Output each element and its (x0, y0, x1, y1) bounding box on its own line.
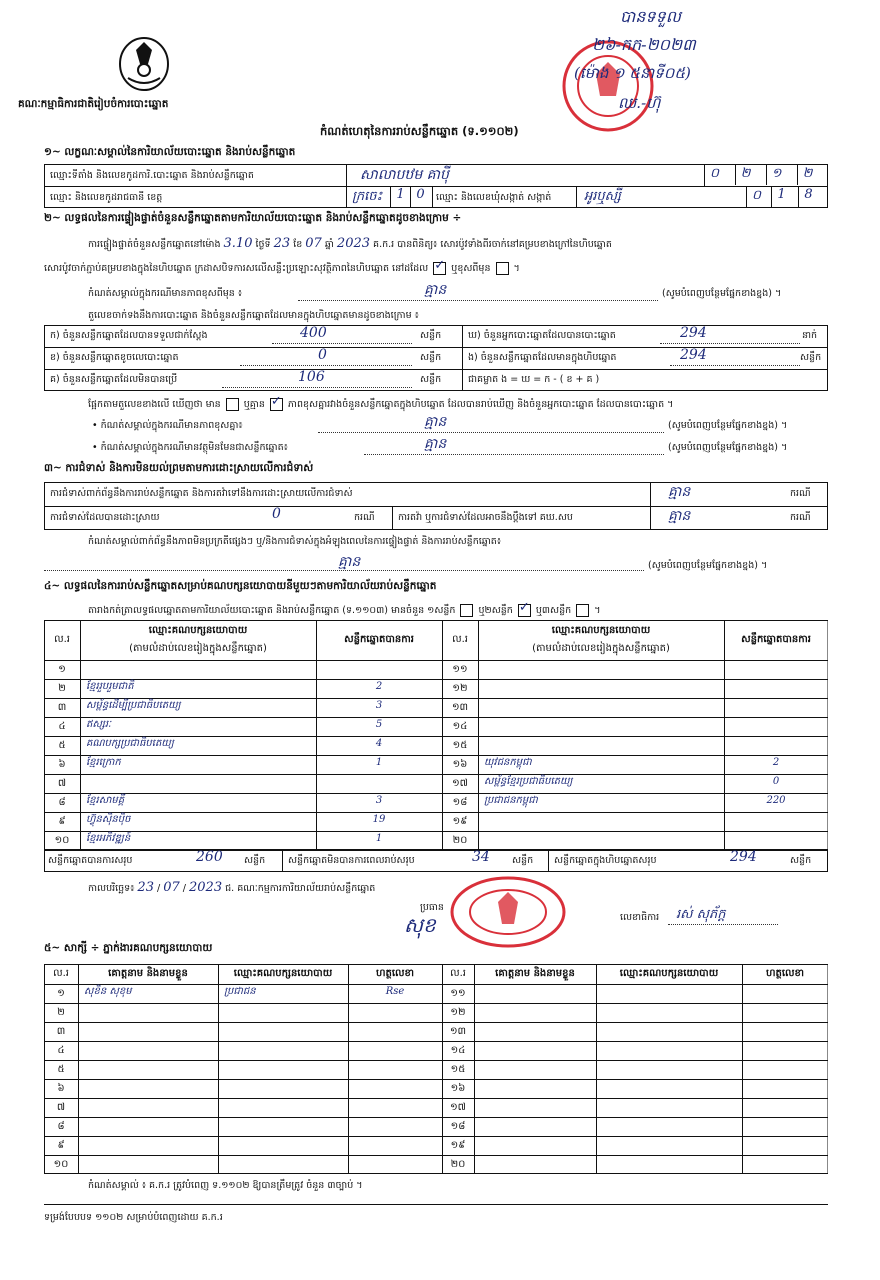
s3-r2b-label: ការតវ៉ា ឬការជំទាស់ដែលអាចនឹងប្តឹងទៅ គឃ.សប (398, 512, 573, 523)
chair-signature: សុខ (404, 913, 436, 937)
kh-unit: សន្លឹក (420, 352, 442, 363)
witness-row-no: ១០ (53, 1159, 69, 1170)
witness-row-no: ១៦ (450, 1083, 466, 1094)
result-row-party (478, 658, 724, 677)
witness-row-no: ១១ (450, 988, 466, 999)
s3-r1-label: ការជំទាស់ពាក់ព័ន្ធនឹងការរាប់សន្លឹកឆ្នោត និងការតវ៉ាទៅនឹងការដោះស្រាយលើការជំទាស់ (50, 488, 353, 499)
witness-row-sign (348, 1020, 442, 1039)
result-row-no: ១៣ (451, 702, 469, 713)
witness-row-name (78, 1153, 218, 1172)
b1-value: គ្មាន (424, 414, 447, 430)
result-row-votes: 5 (375, 719, 383, 730)
result-row-no: ១៧ (452, 778, 468, 789)
ng-label: ង) ចំនួនសន្លឹកឆ្នោតដែលមានក្នុងហិបឆ្នោត (468, 352, 617, 363)
s2-paragraph-2: សោរប៉ូវចាក់ភ្ជាប់គម្របខាងក្នុងនៃហិបឆ្នោត ក្រដាសបិទការសលើសន្លឹះប្រឡោះសុវត្ថិភាពនៃហិបឆ្នោត នៅដដែល ✓ ឬខុសពីមុន ។ (44, 262, 520, 275)
result-row-party (80, 772, 316, 791)
col-party-header: ឈ្មោះគណបក្សនយោបាយ (148, 625, 248, 636)
witness-row-name (78, 1134, 218, 1153)
result-row-party (478, 696, 724, 715)
result-row-votes: 220 (766, 795, 786, 806)
witness-row-party (218, 1115, 348, 1134)
witness-row-no: ៩ (57, 1140, 65, 1151)
result-row-no: ១៦ (452, 759, 468, 770)
result-row-party (478, 715, 724, 734)
witness-col-sign: ហត្ថលេខា (765, 968, 805, 979)
s2-p5: ផ្អែកតាមតួលេខខាងលើ ឃើញថា មាន ឬគ្មាន ✓ ភាពខុសគ្នារវាងចំនួនសន្លឹកឆ្នោតក្នុងហិបឆ្នោត ដែលបានរាប់ឃើញ និងចំនួនអ្នកបោះឆ្នោត ដែលបានបោះឆ្នោត ។ (88, 398, 673, 411)
witness-row-name (78, 1001, 218, 1020)
witness-row-name (78, 1077, 218, 1096)
chair-label: ប្រធាន (420, 902, 444, 913)
witness-row-party (218, 1077, 348, 1096)
col-party-subheader: (តាមលំដាប់លេខរៀងក្នុងសន្លឹកឆ្នោត) (532, 643, 670, 654)
witness-row-name (78, 1115, 218, 1134)
s2-p3-value: គ្មាន (424, 282, 447, 298)
col-party-subheader: (តាមលំដាប់លេខរៀងក្នុងសន្លឹកឆ្នោត) (129, 643, 267, 654)
result-row-no: ៦ (58, 759, 66, 770)
result-row-party: ខ្មែរអភិវឌ្ឍន៍ (86, 833, 131, 844)
result-row-no: ១ (58, 664, 66, 675)
result-row-no: ២ (58, 683, 66, 694)
witness-row-no: ៦ (57, 1083, 65, 1094)
result-row-votes: 1 (375, 757, 383, 768)
s1-row1-label: ឈ្មោះទីតាំង និងលេខកូដការិ.បោះឆ្នោត និងរាប់សន្លឹកឆ្នោត (50, 170, 254, 181)
result-row-votes (724, 810, 828, 829)
g-value: 106 (298, 369, 325, 385)
result-row-no: ៧ (57, 778, 67, 789)
result-row-votes (724, 696, 828, 715)
witness-col-no: ល.រ (53, 968, 69, 979)
result-row-votes (724, 829, 828, 848)
witness-row-name (78, 1058, 218, 1077)
b1-label: • កំណត់សម្គាល់ក្នុងករណីមានភាពខុសគ្នា៖ (92, 420, 243, 431)
col-votes-header: សន្លឹកឆ្នោតបានការ (741, 634, 811, 645)
committee-stamp (442, 874, 572, 950)
witness-row-no: ៣ (56, 1026, 66, 1037)
witness-row-sign (348, 1153, 442, 1172)
gh-label: ឃ) ចំនួនអ្នកបោះឆ្នោតដែលបានបោះឆ្នោត (468, 330, 616, 341)
changed-checkbox[interactable] (496, 262, 509, 275)
two-sheets-checkbox[interactable] (518, 604, 531, 617)
b2-value: គ្មាន (424, 436, 447, 452)
witness-row-no: ២ (57, 1007, 65, 1018)
total-box-unit: សន្លឹក (790, 855, 812, 866)
result-row-no: ១២ (452, 683, 468, 694)
witness-col-party: ឈ្មោះគណបក្សនយោបាយ (619, 968, 719, 979)
form-page: គណៈកម្មាធិការជាតិរៀបចំការបោះឆ្នោត បានទទួល ២៦-កក-២០២៣ (ម៉ោង ១ ៥នាទី០៥) ឈ.-ហ៊ុ កំណត់ហេតុនៃការរាប់សន្លឹកឆ្នោត (ទ.១១០២) ១~ លក្ខណៈសម្គាល់នៃការិយាល័យបោះឆ្នោត និងរាប់សន្លឹកឆ្នោត ឈ្មោះទីតាំង និងលេខកូដការិ.បោះឆ្នោត និងរាប់សន្លឹកឆ្នោត សាលាបឋម គាប៉ី ០ ២ ១ ២ ឈ្មោះ និងលេខកូដរាជធានី ខេត្ត ក្រចេះ 1 0 ឈ្មោះ និងលេខឃុំសង្កាត់ សង្កាត់ អូរឬស្សី ០ 1 8 ២~ លទ្ធផលនៃការផ្ទៀងផ្ទាត់ចំនួនសន្លឹកឆ្នោតតាមការិយាល័យបោះឆ្នោត និងរាប់សន្លឹកឆ្នោតដូចខាងក្រោម ÷ ការផ្ទៀងផ្ទាត់ចំនួនសន្លឹកឆ្នោតនៅម៉ោង 3.10 ថ្ងៃទី 23 ខែ 07 ឆ្នាំ 2023 គ.ក.រ បានពិនិត្យ៖ សោរប៉ូវទាំងពីរចាក់នៅគម្របខាងក្រៅនៃហិបឆ្នោត សោរប៉ូវចាក់ភ្ជាប់គម្របខាងក្នុងនៃហិបឆ្នោត ក្រដាសបិទការសលើសន្លឹះប្រឡោះសុវត្ថិភាពនៃហិបឆ្នោត នៅដដែល ✓ ឬខុសពីមុន ។ កំណត់សម្គាល់ក្នុងករណីមានភាពខុសពីមុន ៖ គ្មាន (សូមបំពេញបន្ថែមផ្នែកខាងខ្នង) ។ តួលេខចាក់ទងនឹងការបោះឆ្នោត និងចំនួនសន្លឹកឆ្នោតដែលមានក្នុងហិបឆ្នោតមានដូចខាងក្រោម ៖ ក) ចំនួនសន្លឹកឆ្នោតដែលបានទទួលជាក់ស្តែង 400 សន្លឹក ខ) ចំនួនសន្លឹកឆ្នោតខូចលេបោះឆ្នោត 0 សន្លឹក គ) ចំនួនសន្លឹកឆ្នោតដែលមិនបានប្រើ 106 សន្លឹក ឃ) ចំនួនអ្នកបោះឆ្នោតដែលបានបោះឆ្នោត 294 នាក់ ង) ចំនួនសន្លឹកឆ្នោតដែលមានក្នុងហិបឆ្នោត 294 សន្លឹក ជាគម្លាត ង = ឃ = ក - ( ខ + គ ) ផ្អែកតាមតួលេខខាងលើ ឃើញថា មាន ឬគ្មាន ✓ ភាពខុសគ្នារវាងចំនួនសន្លឹកឆ្នោតក្នុងហិបឆ្នោត ដែលបានរាប់ឃើញ និងចំនួនអ្នកបោះឆ្នោត ដែលបានបោះឆ្នោត ។ • កំណត់សម្គាល់ក្នុងករណីមានភាពខុសគ្នា៖ គ្មាន (សូមបំពេញបន្ថែមផ្នែកខាងខ្នង) ។ • កំណត់សម្គាល់ក្នុងករណីមានវត្ថុមិនមែនជាសន្លឹកឆ្នោត៖ គ្មាន (សូមបំពេញបន្ថែមផ្នែកខាងខ្នង) ។ ៣~ ការជំទាស់ និងការមិនយល់ព្រមតាមការដោះស្រាយលើការជំទាស់ ការជំទាស់ពាក់ព័ន្ធនឹងការរាប់សន្លឹកឆ្នោត និងការតវ៉ាទៅនឹងការដោះស្រាយលើការជំទាស់ គ្មាន ករណី ការជំទាស់ដែលបានដោះស្រាយ 0 ករណី ការតវ៉ា ឬការជំទាស់ដែលអាចនឹងប្តឹងទៅ គឃ.សប គ្មាន ករណី កំណត់សម្គាល់ពាក់ព័ន្ធនឹងភាពមិនប្រក្រតីផ្សេងៗ ឬ/និងការជំទាស់ក្នុងអំឡុងពេលនៃការផ្ទៀងផ្ទាត់ និងការរាប់សន្លឹកឆ្នោត៖ គ្មាន (សូមបំពេញបន្ថែមផ្នែកខាងខ្នង) ។ ៤~ លទ្ធផលនៃការរាប់សន្លឹកឆ្នោតសម្រាប់គណបក្សនយោបាយនីមួយៗតាមការិយាល័យរាប់សន្លឹកឆ្នោត តារាងកត់ត្រាលទ្ធផលឆ្នោតតាមការិយាល័យបោះឆ្នោត និងរាប់សន្លឹកឆ្នោត (ទ.១១០៣) មានចំនួន ១សន្លឹក ឬ២សន្លឹក ✓ ឬ៣សន្លឹក ។ ល.រ ឈ្មោះគណបក្សនយោបាយ (តាមលំដាប់លេខរៀងក្នុងសន្លឹកឆ្នោត) សន្លឹកឆ្នោតបានការ ១ ២ ខ្មែររួបរួមជាតិ 2 ៣ សម្ព័ន្ធដើម្បីប្រជាធិបតេយ្យ 3 ៤ ឥស្សរៈ 5 ៥ គណបក្សប្រជាធិបតេយ្យ 4 ៦ ខ្មែរក្រោក 1 ៧ ៨ ខ្មែរសាមគ្គី 3 ៩ ហ៊្វុនស៊ិនប៉ិច 19 ១០ ខ្មែរអភិវឌ្ឍន៍ 1 ល.រ ឈ្មោះគណបក្សនយោបាយ (តាមលំដាប់លេខរៀងក្នុងសន្លឹកឆ្នោត) សន្លឹកឆ្នោតបានការ ១១ ១២ ១៣ ១៤ ១៥ ១៦ យុវជនកម្ពុជា 2 ១៧ សម្ព័ន្ធខ្មែរប្រជាធិបតេយ្យ 0 ១៨ ប្រជាជនកម្ពុជា 220 ១៩ ២០ សន្លឹកឆ្នោតបានការសរុប 260 សន្លឹក សន្លឹកឆ្នោតមិនបានការពេលរាប់សរុប 34 សន្លឹក សន្លឹកឆ្នោតក្នុងហិបឆ្នោតសរុប 294 សន្លឹក កាលបរិច្ឆេទ៖ 23 / 07 / 2023 ជ. គណៈកម្មការការិយាល័យរាប់សន្លឹកឆ្នោត ប្រធាន សុខ លេខាធិការ រស់ សុភ័ក្ត ៥~ សាក្សី ÷ ភ្នាក់ងារគណបក្សនយោបាយ ល.រ គោត្តនាម និងនាមខ្លួន ឈ្មោះគណបក្សនយោបាយ ហត្ថលេខា ១ សុខិន សុខុម ប្រជាជន Rse ២ ៣ ៤ ៥ ៦ ៧ ៨ ៩ ១០ ល.រ គោត្តនាម និងនាមខ្លួន ឈ្មោះគណបក្សនយោបាយ ហត្ថលេខា ១១ ១២ ១៣ ១៤ ១៥ ១៦ ១៧ ១៨ ១៩ ២០ កំណត់សម្គាល់ ៖ គ.ក.រ ត្រូវបំពេញ ទ.១១០២ ឱ្យបានត្រឹមត្រូវ ចំនួន ៣ច្បាប់ ។ ទម្រង់បែបបទ ១១០២ សម្រាប់បំពេញដោយ គ.ក.រ (0, 0, 880, 1280)
witness-row-no: ៨ (57, 1121, 65, 1132)
b1-note: (សូមបំពេញបន្ថែមផ្នែកខាងខ្នង) ។ (668, 420, 788, 431)
col-no-header: ល.រ (54, 634, 70, 645)
witness-row-name (78, 1039, 218, 1058)
result-row-votes (724, 734, 828, 753)
total-box-label: សន្លឹកឆ្នោតក្នុងហិបឆ្នោតសរុប (554, 855, 657, 866)
witness-row-no: ៧ (56, 1102, 66, 1113)
s3-note-fill: (សូមបំពេញបន្ថែមផ្នែកខាងខ្នង) ។ (648, 560, 768, 571)
witness-row-party (218, 1134, 348, 1153)
witness-row-sign (348, 1077, 442, 1096)
stamp-note-2: ២៦-កក-២០២៣ (592, 35, 696, 54)
gh-unit: នាក់ (802, 330, 818, 341)
kh-label: ខ) ចំនួនសន្លឹកឆ្នោតខូចលេបោះឆ្នោត (50, 352, 179, 363)
result-row-party: ហ៊្វុនស៊ិនប៉ិច (86, 814, 131, 825)
result-row-party (80, 658, 316, 677)
total-valid: 260 (196, 849, 223, 865)
section-5-heading: ៥~ សាក្សី ÷ ភ្នាក់ងារគណបក្សនយោបាយ (44, 942, 213, 954)
witness-row-party (218, 1001, 348, 1020)
result-row-party: ខ្មែររួបរួមជាតិ (86, 681, 134, 692)
s2-p3-label: កំណត់សម្គាល់ក្នុងករណីមានភាពខុសពីមុន ៖ (88, 288, 243, 299)
result-row-votes (724, 715, 828, 734)
b2-label: • កំណត់សម្គាល់ក្នុងករណីមានវត្ថុមិនមែនជាសន្លឹកឆ្នោត៖ (92, 442, 288, 453)
witness-row-no: ១៧ (450, 1102, 466, 1113)
total-invalid: 34 (472, 849, 490, 865)
s3-r2b-value: គ្មាន (668, 508, 691, 524)
k-value: 400 (300, 325, 327, 341)
secretary-signature: រស់ សុភ័ក្ត (676, 907, 726, 922)
result-row-votes: 2 (772, 757, 780, 768)
result-row-party (478, 829, 724, 848)
witness-col-party: ឈ្មោះគណបក្សនយោបាយ (233, 968, 333, 979)
section-4-heading: ៤~ លទ្ធផលនៃការរាប់សន្លឹកឆ្នោតសម្រាប់គណបក្សនយោបាយនីមួយៗតាមការិយាល័យរាប់សន្លឹកឆ្នោត (44, 580, 437, 592)
result-row-party: ខ្មែរសាមគ្គី (86, 795, 125, 806)
s2-p4: តួលេខចាក់ទងនឹងការបោះឆ្នោត និងចំនួនសន្លឹកឆ្នោតដែលមានក្នុងហិបឆ្នោតមានដូចខាងក្រោម ៖ (88, 310, 419, 321)
has-difference-checkbox[interactable] (226, 398, 239, 411)
col-party-header: ឈ្មោះគណបក្សនយោបាយ (551, 625, 651, 636)
s1-row1-value: សាលាបឋម គាប៉ី (360, 167, 449, 183)
witness-row-no: ២០ (450, 1159, 466, 1170)
s5-witness-table (44, 964, 828, 1174)
g-unit: សន្លឹក (420, 374, 442, 385)
s3-r2-value: 0 (272, 506, 281, 522)
col-no-header: ល.រ (452, 634, 468, 645)
total-box: 294 (730, 849, 757, 865)
total-invalid-unit: សន្លឹក (512, 855, 534, 866)
result-row-no: ១៩ (452, 816, 468, 827)
witness-row-no: ៤ (57, 1045, 65, 1056)
witness-row-no: ១៣ (449, 1026, 467, 1037)
witness-row-party (218, 1096, 348, 1115)
result-row-party: ឥស្សរៈ (86, 719, 112, 730)
result-row-party (478, 810, 724, 829)
result-row-no: ១០ (54, 835, 70, 846)
witness-row-name (78, 1020, 218, 1039)
witness-row-sign (348, 1134, 442, 1153)
witness-row-no: ១៥ (450, 1064, 466, 1075)
witness-row-sign (348, 1115, 442, 1134)
formula: ជាគម្លាត ង = ឃ = ក - ( ខ + គ ) (468, 374, 600, 385)
result-row-votes: 1 (375, 833, 383, 844)
s3-r2-unit: ករណី (354, 512, 375, 523)
result-row-votes (724, 677, 828, 696)
s3-note-value: គ្មាន (338, 554, 361, 570)
witness-row-sign (348, 1096, 442, 1115)
total-valid-unit: សន្លឹក (244, 855, 266, 866)
nec-emblem (118, 34, 170, 92)
witness-row-name (78, 1096, 218, 1115)
result-row-no: ២០ (452, 835, 468, 846)
result-row-votes: 4 (375, 738, 383, 749)
s4-intro: តារាងកត់ត្រាលទ្ធផលឆ្នោតតាមការិយាល័យបោះឆ្នោត និងរាប់សន្លឹកឆ្នោត (ទ.១១០៣) មានចំនួន ១សន្លឹក ឬ២សន្លឹក ✓ ឬ៣សន្លឹក ។ (88, 604, 601, 617)
witness-row-party (218, 1020, 348, 1039)
footnote: កំណត់សម្គាល់ ៖ គ.ក.រ ត្រូវបំពេញ ទ.១១០២ ឱ្យបានត្រឹមត្រូវ ចំនួន ៣ច្បាប់ ។ (88, 1180, 363, 1191)
result-row-no: ១៤ (452, 721, 468, 732)
unchanged-checkbox[interactable] (433, 262, 446, 275)
s4-date: កាលបរិច្ឆេទ៖ 23 / 07 / 2023 ជ. គណៈកម្មការការិយាល័យរាប់សន្លឹកឆ្នោត (88, 880, 376, 895)
s2-paragraph-1: ការផ្ទៀងផ្ទាត់ចំនួនសន្លឹកឆ្នោតនៅម៉ោង 3.10 ថ្ងៃទី 23 ខែ 07 ឆ្នាំ 2023 គ.ក.រ បានពិនិត្យ៖ សោរប៉ូវទាំងពីរចាក់នៅគម្របខាងក្រៅនៃហិបឆ្នោត (88, 236, 612, 251)
result-row-party: សម្ព័ន្ធដើម្បីប្រជាធិបតេយ្យ (86, 700, 181, 711)
result-row-no: ៣ (57, 702, 67, 713)
witness-row-party (218, 1153, 348, 1172)
result-row-votes: 3 (375, 795, 383, 806)
witness-col-name: គោត្តនាម និងនាមខ្លួន (108, 968, 188, 979)
result-row-no: ៩ (58, 816, 66, 827)
footer: ទម្រង់បែបបទ ១១០២ សម្រាប់បំពេញដោយ គ.ក.រ (44, 1212, 223, 1223)
witness-row-no: ១៩ (450, 1140, 466, 1151)
s3-note-label: កំណត់សម្គាល់ពាក់ព័ន្ធនឹងភាពមិនប្រក្រតីផ្សេងៗ ឬ/និងការជំទាស់ក្នុងអំឡុងពេលនៃការផ្ទៀងផ្ទាត់ និងការរាប់សន្លឹកឆ្នោត៖ (88, 536, 501, 547)
result-row-votes: 19 (372, 814, 386, 825)
s3-r1-value: គ្មាន (668, 484, 691, 500)
witness-row-no: ៥ (57, 1064, 65, 1075)
s4-totals-row (44, 850, 828, 872)
s1-row2-label: ឈ្មោះ និងលេខកូដរាជធានី ខេត្ត (50, 192, 163, 203)
no-difference-checkbox[interactable] (270, 398, 283, 411)
s3-r2b-unit: ករណី (790, 512, 811, 523)
witness-row-party (218, 1058, 348, 1077)
result-row-no: ១១ (452, 664, 468, 675)
witness-row-no: ១ (57, 988, 65, 999)
witness-row-no: ១៤ (450, 1045, 466, 1056)
witness-col-name: គោត្តនាម និងនាមខ្លួន (495, 968, 575, 979)
section-1-heading: ១~ លក្ខណៈសម្គាល់នៃការិយាល័យបោះឆ្នោត និងរាប់សន្លឹកឆ្នោត (44, 146, 296, 158)
result-row-party: យុវជនកម្ពុជា (484, 757, 532, 768)
result-row-votes: 0 (772, 776, 780, 787)
result-row-party: ខ្មែរក្រោក (86, 757, 121, 768)
section-3-heading: ៣~ ការជំទាស់ និងការមិនយល់ព្រមតាមការដោះស្រាយលើការជំទាស់ (44, 462, 314, 474)
total-valid-label: សន្លឹកឆ្នោតបានការសរុប (48, 855, 133, 866)
one-sheet-checkbox[interactable] (460, 604, 473, 617)
result-row-votes: 2 (375, 681, 383, 692)
s1-row2-value-b: អូរឬស្សី (584, 189, 621, 204)
g-label: គ) ចំនួនសន្លឹកឆ្នោតដែលមិនបានប្រើ (50, 374, 178, 385)
result-row-no: ១៨ (452, 797, 468, 808)
b2-note: (សូមបំពេញបន្ថែមផ្នែកខាងខ្នង) ។ (668, 442, 788, 453)
result-row-no: ៥ (58, 740, 66, 751)
witness-col-sign: ហត្ថលេខា (375, 968, 415, 979)
witness-row-sign (348, 1001, 442, 1020)
witness-row-party: ប្រជាជន (224, 986, 256, 997)
witness-row-no: ១៨ (450, 1121, 466, 1132)
ng-value: 294 (680, 347, 707, 363)
secretary-label: លេខាធិការ (620, 912, 660, 923)
stamp-note-3: (ម៉ោង ១ ៥នាទី០៥) (574, 64, 691, 82)
three-sheets-checkbox[interactable] (576, 604, 589, 617)
s2-p3-note: (សូមបំពេញបន្ថែមផ្នែកខាងខ្នង) ។ (662, 288, 782, 299)
result-row-no: ៨ (58, 797, 66, 808)
witness-row-no: ១២ (450, 1007, 466, 1018)
witness-col-no: ល.រ (450, 968, 466, 979)
section-2-heading: ២~ លទ្ធផលនៃការផ្ទៀងផ្ទាត់ចំនួនសន្លឹកឆ្នោតតាមការិយាល័យបោះឆ្នោត និងរាប់សន្លឹកឆ្នោតដូចខាងក្រោម ÷ (44, 212, 462, 224)
form-title: កំណត់ហេតុនៃការរាប់សន្លឹកឆ្នោត (ទ.១១០២) (320, 124, 519, 138)
result-row-no: ៤ (58, 721, 66, 732)
ng-unit: សន្លឹក (800, 352, 822, 363)
col-votes-header: សន្លឹកឆ្នោតបានការ (344, 634, 414, 645)
result-row-party: ប្រជាជនកម្ពុជា (484, 795, 538, 806)
total-invalid-label: សន្លឹកឆ្នោតមិនបានការពេលរាប់សរុប (288, 855, 415, 866)
k-unit: សន្លឹក (420, 330, 442, 341)
result-row-party: គណបក្សប្រជាធិបតេយ្យ (86, 738, 174, 749)
result-row-party (478, 677, 724, 696)
kh-value: 0 (318, 347, 327, 363)
result-row-votes: 3 (375, 700, 383, 711)
gh-value: 294 (680, 325, 707, 341)
k-label: ក) ចំនួនសន្លឹកឆ្នោតដែលបានទទួលជាក់ស្តែង (50, 330, 208, 341)
s3-r1-unit: ករណី (790, 488, 811, 499)
witness-row-sign (348, 1058, 442, 1077)
result-row-votes (316, 772, 442, 791)
witness-row-name: សុខិន សុខុម (84, 986, 132, 997)
s3-r2-label: ការជំទាស់ដែលបានដោះស្រាយ (50, 512, 160, 523)
s1-row2-value: ក្រចេះ (352, 189, 383, 204)
org-name: គណៈកម្មាធិការជាតិរៀបចំការបោះឆ្នោត (18, 98, 169, 110)
witness-row-sign: Rse (385, 986, 405, 997)
result-row-votes (724, 658, 828, 677)
result-row-no: ១៥ (452, 740, 468, 751)
witness-row-sign (348, 1039, 442, 1058)
s1-row2-label-b: ឈ្មោះ និងលេខឃុំសង្កាត់ សង្កាត់ (436, 192, 552, 203)
result-row-votes (316, 658, 442, 677)
stamp-note-1: បានទទួល (620, 7, 681, 26)
result-row-party: សម្ព័ន្ធខ្មែរប្រជាធិបតេយ្យ (484, 776, 573, 787)
result-row-party (478, 734, 724, 753)
stamp-note-4: ឈ.-ហ៊ុ (618, 94, 661, 112)
witness-row-party (218, 1039, 348, 1058)
s4-results-table (44, 620, 828, 850)
